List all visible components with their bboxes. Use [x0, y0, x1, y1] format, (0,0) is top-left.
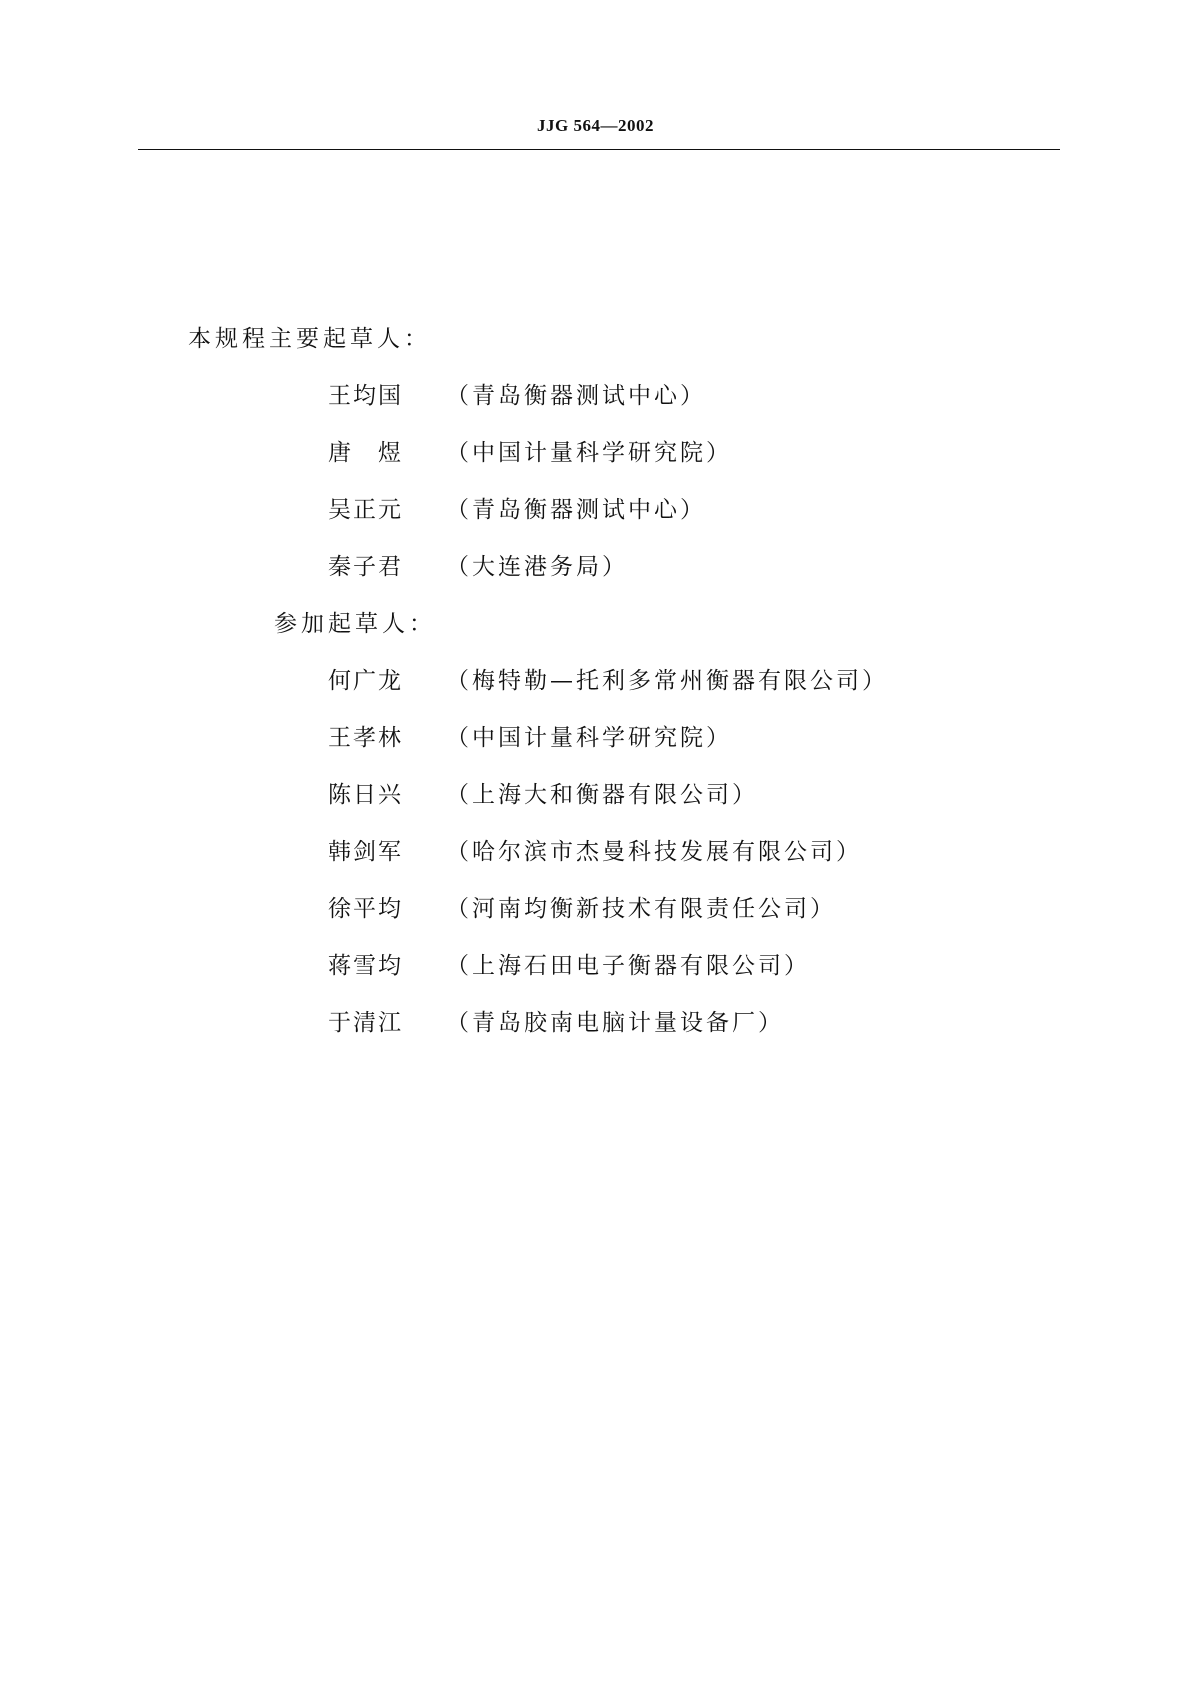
drafter-name: 秦子君 — [328, 554, 403, 580]
drafter-organization: （上海大和衡器有限公司） — [446, 782, 758, 808]
drafter-organization: （上海石田电子衡器有限公司） — [446, 953, 810, 979]
drafter-name: 韩剑军 — [328, 839, 403, 865]
page-header-standard-code: JJG 564—2002 — [537, 116, 654, 135]
drafter-name: 蒋雪均 — [328, 953, 403, 979]
drafter-name: 于清江 — [328, 1010, 403, 1036]
drafter-organization: （中国计量科学研究院） — [446, 440, 732, 466]
drafter-organization: （大连港务局） — [446, 554, 628, 580]
drafter-name: 徐平均 — [328, 896, 403, 922]
drafter-name: 唐 煜 — [328, 440, 403, 466]
participating-drafter-row — [328, 719, 732, 752]
main-drafters-heading: 本规程主要起草人： — [188, 326, 431, 352]
main-drafter-row — [328, 548, 628, 581]
drafter-organization: （梅特勒—托利多常州衡器有限公司） — [446, 668, 888, 694]
participating-drafter-row — [328, 833, 862, 866]
main-drafter-row — [328, 491, 706, 524]
participating-drafters-heading: 参加起草人： — [274, 611, 436, 637]
drafter-organization: （青岛衡器测试中心） — [446, 497, 706, 523]
participating-drafter-row — [328, 890, 836, 923]
header-divider — [138, 149, 1060, 150]
drafter-organization: （青岛胶南电脑计量设备厂） — [446, 1010, 784, 1036]
drafter-name: 王均国 — [328, 383, 403, 409]
main-drafter-row — [328, 377, 706, 410]
drafter-name: 王孝林 — [328, 725, 403, 751]
drafter-name: 陈日兴 — [328, 782, 403, 808]
drafter-organization: （河南均衡新技术有限责任公司） — [446, 896, 836, 922]
main-drafter-row — [328, 434, 732, 467]
participating-drafter-row — [328, 662, 888, 695]
drafter-organization: （哈尔滨市杰曼科技发展有限公司） — [446, 839, 862, 865]
drafter-name: 吴正元 — [328, 497, 403, 523]
participating-drafter-row — [328, 947, 810, 980]
participating-drafter-row — [328, 1004, 784, 1037]
drafter-name: 何广龙 — [328, 668, 403, 694]
drafter-organization: （中国计量科学研究院） — [446, 725, 732, 751]
drafter-organization: （青岛衡器测试中心） — [446, 383, 706, 409]
participating-drafter-row — [328, 776, 758, 809]
